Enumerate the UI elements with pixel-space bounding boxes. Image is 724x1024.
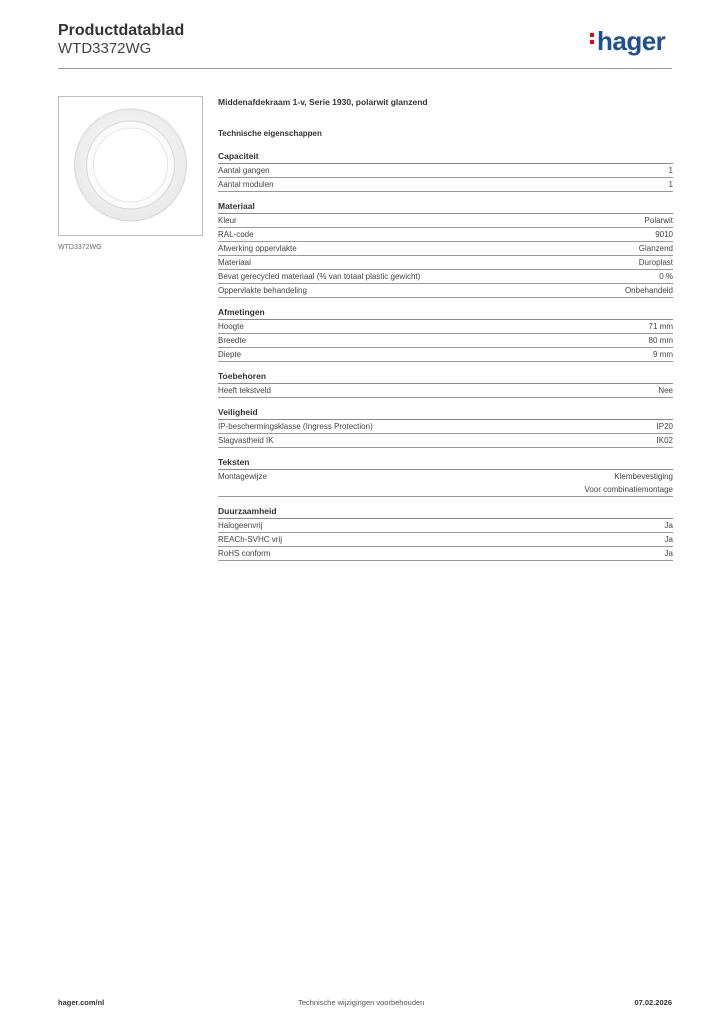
spec-value-line: 9 mm (653, 350, 673, 359)
technical-heading: Technische eigenschappen (218, 129, 322, 138)
spec-section (218, 406, 673, 448)
spec-section (218, 456, 673, 497)
spec-row (218, 420, 673, 434)
header-divider (58, 68, 672, 69)
section-title: Toebehoren (218, 370, 673, 384)
spec-value (657, 434, 673, 447)
spec-row (218, 519, 673, 533)
spec-value (645, 214, 673, 227)
frame-ring-icon (59, 97, 202, 235)
spec-label: Oppervlakte behandeling (218, 286, 307, 295)
spec-value (639, 256, 673, 269)
spec-value (657, 420, 673, 433)
spec-value-line: Klembevestiging (614, 472, 673, 481)
spec-value-line: 9010 (655, 230, 673, 239)
spec-value (639, 242, 673, 255)
page-title: Productdatablad (58, 22, 185, 39)
spec-row (218, 270, 673, 284)
spec-label: Aantal gangen (218, 166, 270, 175)
spec-label: Aantal modulen (218, 180, 274, 189)
spec-section (218, 200, 673, 298)
spec-row (218, 178, 673, 192)
product-code: WTD3372WG (58, 40, 152, 57)
spec-value (649, 334, 673, 347)
spec-value-line: Ja (664, 521, 673, 530)
spec-value-line: Onbehandeld (624, 286, 673, 295)
spec-label: IP-beschermingsklasse (Ingress Protection) (218, 422, 373, 431)
spec-label: Afwerking oppervlakte (218, 244, 297, 253)
spec-row (218, 434, 673, 448)
section-title: Veiligheid (218, 406, 673, 420)
spec-value (665, 519, 673, 532)
product-image (58, 96, 203, 236)
spec-value-line: Nee (658, 386, 673, 395)
spec-value (665, 547, 673, 560)
spec-label: Hoogte (218, 322, 244, 331)
spec-label: Montagewijze (218, 472, 267, 481)
spec-label: Materiaal (218, 258, 251, 267)
section-title: Afmetingen (218, 306, 673, 320)
spec-row (218, 384, 673, 398)
spec-row (218, 320, 673, 334)
spec-value-line: IK02 (656, 436, 673, 445)
spec-row (218, 533, 673, 547)
spec-row (218, 214, 673, 228)
spec-value-line: Voor combinatiemontage (584, 485, 673, 494)
spec-value-line: Polarwit (644, 216, 673, 225)
spec-label: Heeft tekstveld (218, 386, 271, 395)
spec-section (218, 370, 673, 398)
footer-website: hager.com/nl (58, 998, 105, 1007)
spec-value (669, 178, 673, 191)
spec-value (669, 164, 673, 177)
section-title: Teksten (218, 456, 673, 470)
spec-label: Slagvastheid IK (218, 436, 274, 445)
spec-label: RAL-code (218, 230, 254, 239)
image-caption: WTD3372WG (58, 244, 102, 251)
spec-label: Bevat gerecycled materiaal (% van totaal plastic gewicht) (218, 272, 421, 281)
spec-value-line: 71 mm (648, 322, 673, 331)
spec-label: REACh-SVHC vrij (218, 535, 283, 544)
spec-value (649, 320, 673, 333)
spec-row (218, 547, 673, 561)
spec-sections (218, 150, 673, 561)
spec-label: Halogeenvrij (218, 521, 263, 530)
spec-value (655, 228, 673, 241)
spec-value-line: Duroplast (638, 258, 673, 267)
spec-value (665, 533, 673, 546)
logo-dots-icon (590, 30, 595, 47)
spec-value (658, 384, 673, 397)
spec-value (659, 270, 673, 283)
spec-value (625, 284, 673, 297)
spec-row (218, 256, 673, 270)
spec-value-line: 1 (668, 180, 673, 189)
spec-row (218, 242, 673, 256)
spec-row (218, 334, 673, 348)
spec-value (653, 348, 673, 361)
section-title: Materiaal (218, 200, 673, 214)
spec-value-line: Glanzend (638, 244, 673, 253)
spec-section (218, 505, 673, 561)
spec-value-line: Ja (664, 535, 673, 544)
section-title: Duurzaamheid (218, 505, 673, 519)
spec-value-line: 80 mm (648, 336, 673, 345)
spec-section (218, 150, 673, 192)
spec-row (218, 284, 673, 298)
spec-label: Diepte (218, 350, 242, 359)
spec-section (218, 306, 673, 362)
spec-value-line: IP20 (656, 422, 673, 431)
spec-row (218, 470, 673, 497)
logo-text: hager (597, 26, 666, 56)
spec-label: Kleur (218, 216, 237, 225)
spec-value-line: 1 (668, 166, 673, 175)
spec-value (585, 470, 674, 496)
footer-disclaimer: Technische wijzigingen voorbehouden (298, 998, 425, 1007)
spec-value-line: Ja (664, 549, 673, 558)
spec-row (218, 348, 673, 362)
product-description: Middenafdekraam 1-v, Serie 1930, polarwit glanzend (218, 97, 428, 107)
spec-row (218, 164, 673, 178)
hager-logo (590, 26, 665, 56)
spec-label: RoHS conform (218, 549, 271, 558)
section-title: Capaciteit (218, 150, 673, 164)
spec-row (218, 228, 673, 242)
specifications (218, 97, 673, 561)
spec-label: Breedte (218, 336, 247, 345)
spec-value-line: 0 % (659, 272, 673, 281)
footer-date: 07.02.2026 (634, 998, 672, 1007)
